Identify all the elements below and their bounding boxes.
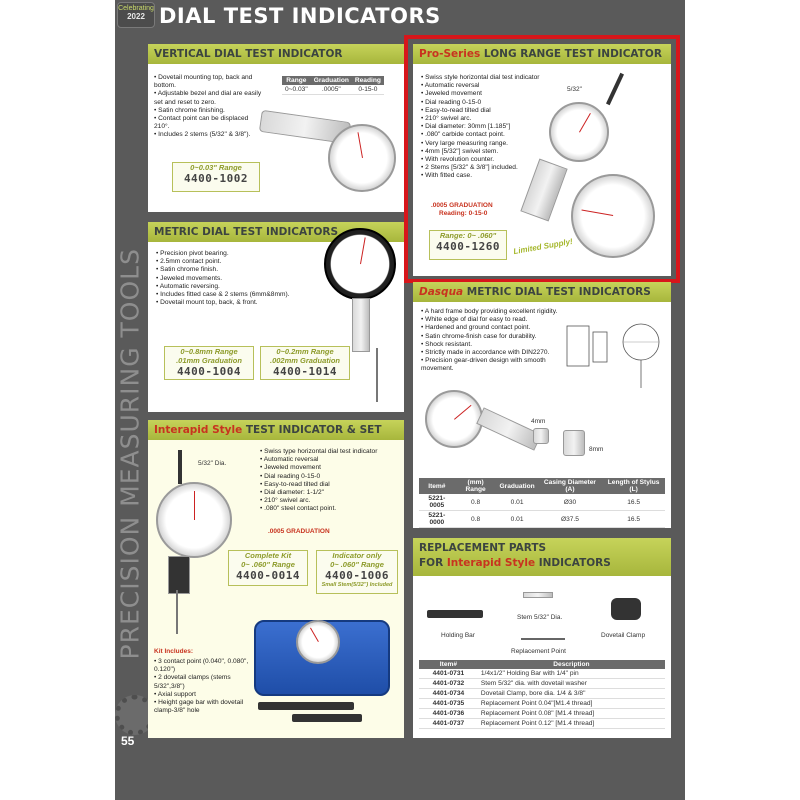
list-item: • Dovetail mounting top, back and bottom. [154, 74, 264, 90]
product-code: 4400-1004 [176, 365, 242, 378]
list-item: • Automatic reversal [421, 82, 551, 90]
list-item: • .080" steel contact point. [260, 505, 400, 513]
product-code: 4400-0014 [235, 569, 301, 582]
table-cell: 4401-0732 [419, 679, 478, 689]
interapid-indicator-panel [148, 420, 404, 738]
range-label: 0~0.03" Range [190, 163, 242, 172]
table-cell: 4401-0735 [419, 699, 478, 709]
list-item: • Satin chrome finishing. [154, 107, 264, 115]
product-code: 4400-1002 [183, 172, 249, 185]
list-item: • 4mm [5/32"] swivel stem. [421, 148, 551, 156]
technical-drawing [563, 312, 667, 392]
list-item: • With fitted case. [421, 172, 551, 180]
table-cell: Ø37.5 [538, 511, 603, 528]
brand-highlight: Dasqua [419, 286, 464, 298]
table-header: Length of Stylus (L) [602, 478, 665, 494]
product-code-box [164, 346, 254, 380]
range-label: Range: 0~ .060" [439, 231, 497, 240]
table-cell: 16.5 [602, 511, 665, 528]
holding-bar-image [427, 610, 483, 618]
table-header: Description [478, 660, 665, 669]
graduation-label: .0005 GRADUATION [268, 528, 330, 535]
list-item: • Hardened and ground contact point. [421, 324, 561, 332]
side-section-label: PRECISION MEASURING TOOLS [115, 248, 145, 660]
table-row [419, 689, 665, 699]
list-item: • Shock resistant. [421, 341, 561, 349]
table-cell: 5221-0000 [419, 511, 455, 528]
list-item: • Satin chrome finish. [156, 266, 326, 274]
list-item: • Strictly made in accordance with DIN2270. [421, 349, 561, 357]
list-item: • 3 contact point (0.040", 0.080", 0.120") [154, 658, 254, 674]
table-cell: 1/4x1/2" Holding Bar with 1/4" pin [478, 669, 665, 679]
list-item: • Easy-to-read tilted dial [421, 107, 551, 115]
panel-title-text: INDICATORS [535, 557, 611, 569]
table-cell: 4401-0737 [419, 719, 478, 729]
panel-title [148, 420, 404, 440]
list-item: • Axial support [154, 691, 254, 699]
page-number: 55 [121, 734, 135, 748]
panel-title [413, 282, 671, 302]
case-dial-image [296, 620, 340, 664]
product-code-box [316, 550, 398, 594]
list-item: • Dial diameter: 1-1/2" [260, 489, 400, 497]
contact-point-image [176, 590, 178, 634]
range-label: 0~ .060" Range [330, 560, 384, 569]
indicator-body-image [476, 407, 542, 450]
logo-caption: Celebrating [118, 5, 154, 12]
table-header: Graduation [311, 76, 352, 85]
stem-image [178, 450, 182, 484]
brand-highlight: Pro-Series [419, 48, 481, 60]
panel-title-text: FOR [419, 557, 447, 569]
list-item: • 210° swivel arc. [421, 115, 551, 123]
kit-title: Complete Kit [244, 551, 292, 560]
table-header: Graduation [497, 478, 538, 494]
table-cell: 0.01 [497, 511, 538, 528]
kit-title: Indicator only [332, 551, 382, 560]
list-item: • Contact point can be displaced 210°. [154, 115, 264, 131]
stem-size-label: 5/32" [567, 86, 582, 93]
table-header: (mm) Range [455, 478, 497, 494]
brand-highlight: Interapid Style [446, 557, 536, 569]
product-code-box [172, 162, 260, 192]
list-item: • Includes fitted case & 2 stems (6mm&8mm). [156, 291, 326, 299]
table-header: Reading [352, 76, 384, 85]
list-item: • Dial reading 0-15-0 [421, 99, 551, 107]
table-row [419, 719, 665, 729]
note-label: Small Stem(5/32") Included [321, 582, 393, 588]
table-row [419, 679, 665, 689]
table-header: Item# [419, 660, 478, 669]
limited-supply-badge: Limited Supply! [512, 236, 574, 257]
vertical-indicator-panel [148, 44, 404, 212]
list-item: • Jeweled movements. [156, 275, 326, 283]
indicator-body-image [168, 556, 190, 594]
table-cell: Ø30 [538, 494, 603, 511]
table-cell: 4401-0734 [419, 689, 478, 699]
spec-table [419, 478, 665, 528]
list-item: • Dial reading 0-15-0 [260, 473, 400, 481]
dovetail-clamp-image [611, 598, 641, 620]
list-item: • Includes 2 stems (5/32" & 3/8"). [154, 131, 264, 139]
panel-title-line1: REPLACEMENT PARTS [419, 542, 547, 554]
stem-4mm-label: 4mm [531, 418, 546, 425]
parts-table [419, 660, 665, 729]
list-item: • 2 dovetail clamps (stems 5/32",3/8") [154, 674, 254, 690]
clamp-image [292, 714, 362, 722]
dovetail-clamp-label: Dovetail Clamp [601, 632, 646, 639]
table-row [419, 699, 665, 709]
product-code-box [228, 550, 308, 586]
indicator-dial-image [156, 482, 232, 558]
table-cell: .0005" [311, 85, 352, 95]
indicator-body-image [352, 298, 370, 352]
list-item: • Jeweled movement [260, 464, 400, 472]
graduation-label: .01mm Graduation [176, 356, 242, 365]
list-item: • Dial diameter: 30mm [1.185"] [421, 123, 551, 131]
dasqua-indicator-panel [413, 282, 671, 528]
list-item: • Precision gear-driven design with smooth movement. [421, 357, 561, 373]
indicator-dial-image [324, 228, 396, 300]
list-item: • Adjustable bezel and dial are easily set and reset to zero. [154, 90, 264, 106]
indicator-dial-image [425, 390, 483, 448]
replacement-parts-panel [413, 538, 671, 738]
replacement-point-image [521, 638, 565, 640]
list-item: • Automatic reversal [260, 456, 400, 464]
product-code-box [260, 346, 350, 380]
holding-bar-image [258, 702, 354, 710]
stem-4mm-image [533, 428, 549, 444]
list-item: • With revolution counter. [421, 156, 551, 164]
list-item: • Jeweled movement [421, 90, 551, 98]
list-item: • 2.5mm contact point. [156, 258, 326, 266]
list-item: • 2 Stems [5/32" & 3/8"] included. [421, 164, 551, 172]
table-cell: 5221-0005 [419, 494, 455, 511]
contact-point-image [376, 348, 378, 402]
table-header: Casing Diameter (A) [538, 478, 603, 494]
panel-title-text: METRIC DIAL TEST INDICATORS [463, 286, 651, 298]
product-code: 4400-1260 [435, 240, 501, 253]
kit-includes-heading: Kit Includes: [154, 648, 194, 655]
kit-list [154, 658, 254, 715]
product-code: 4400-1006 [324, 569, 390, 582]
table-cell: 0~0.03" [282, 85, 311, 95]
graduation-label: .0005 GRADUATION [431, 202, 493, 209]
logo-year: 2022 [127, 12, 145, 21]
stem-image [523, 592, 553, 598]
table-cell: Replacement Point 0.08" [M1.4 thread] [478, 709, 665, 719]
feature-list [421, 308, 561, 374]
list-item: • Swiss type horizontal dial test indicator [260, 448, 400, 456]
reading-label: Reading: 0-15-0 [439, 210, 488, 217]
stem-8mm-image [563, 430, 585, 456]
list-item: • Height gage bar with dovetail clamp-3/8" hole [154, 699, 254, 715]
table-cell: 0.8 [455, 511, 497, 528]
panel-title-line2 [419, 556, 665, 571]
panel-title [413, 538, 671, 576]
table-row [419, 709, 665, 719]
spec-table [282, 76, 384, 95]
metric-indicator-panel [148, 222, 404, 412]
list-item: • Automatic reversing. [156, 283, 326, 291]
stem-8mm-label: 8mm [589, 446, 604, 453]
stem-label: Stem 5/32" Dia. [517, 614, 563, 621]
table-row [419, 511, 665, 528]
indicator-dial-image [328, 124, 396, 192]
table-header: Range [282, 76, 311, 85]
feature-list [260, 448, 400, 514]
panel-title-text: LONG RANGE TEST INDICATOR [480, 48, 662, 60]
table-cell: Stem 5/32" dia. with dovetail washer [478, 679, 665, 689]
list-item: • Easy-to-read tilted dial [260, 481, 400, 489]
list-item: • A hard frame body providing excellent rigidity. [421, 308, 561, 316]
table-cell: 0-15-0 [352, 85, 384, 95]
panel-title-text: TEST INDICATOR & SET [242, 424, 382, 436]
brand-highlight: Interapid Style [154, 424, 243, 436]
replacement-point-label: Replacement Point [511, 648, 566, 655]
graduation-label: .002mm Graduation [269, 356, 341, 365]
table-cell: 4401-0731 [419, 669, 478, 679]
feature-list [156, 250, 326, 307]
highlight-frame [404, 35, 680, 283]
table-cell: 16.5 [602, 494, 665, 511]
table-row [419, 669, 665, 679]
table-cell: 0.8 [455, 494, 497, 511]
table-header: Item# [419, 478, 455, 494]
list-item: • Very large measuring range. [421, 140, 551, 148]
table-cell: 4401-0736 [419, 709, 478, 719]
product-code: 4400-1014 [272, 365, 338, 378]
list-item: • .080" carbide contact point. [421, 131, 551, 139]
list-item: • Satin chrome-finish case for durability. [421, 333, 561, 341]
panel-title: VERTICAL DIAL TEST INDICATOR [148, 44, 404, 64]
stem-size-label: 5/32" Dia. [198, 460, 227, 467]
holding-bar-label: Holding Bar [441, 632, 475, 639]
list-item: • White edge of dial for easy to read. [421, 316, 561, 324]
list-item: • Dovetail mount top, back, & front. [156, 299, 326, 307]
table-cell: Dovetail Clamp, bore dia. 1/4 & 3/8" [478, 689, 665, 699]
range-label: 0~0.8mm Range [180, 347, 238, 356]
page-title: DIAL TEST INDICATORS [159, 4, 441, 28]
range-label: 0~0.2mm Range [276, 347, 334, 356]
range-label: 0~ .060" Range [241, 560, 295, 569]
feature-list [154, 74, 264, 140]
table-cell: Replacement Point 0.12" [M1.4 thread] [478, 719, 665, 729]
list-item: • 210° swivel arc. [260, 497, 400, 505]
table-cell: 0.01 [497, 494, 538, 511]
list-item: • Precision pivot bearing. [156, 250, 326, 258]
table-row [419, 494, 665, 511]
table-cell: Replacement Point 0.04"[M1.4 thread] [478, 699, 665, 709]
anniversary-logo [117, 2, 155, 28]
panel-title: METRIC DIAL TEST INDICATORS [148, 222, 404, 242]
list-item: • Swiss style horizontal dial test indicator [421, 74, 551, 82]
